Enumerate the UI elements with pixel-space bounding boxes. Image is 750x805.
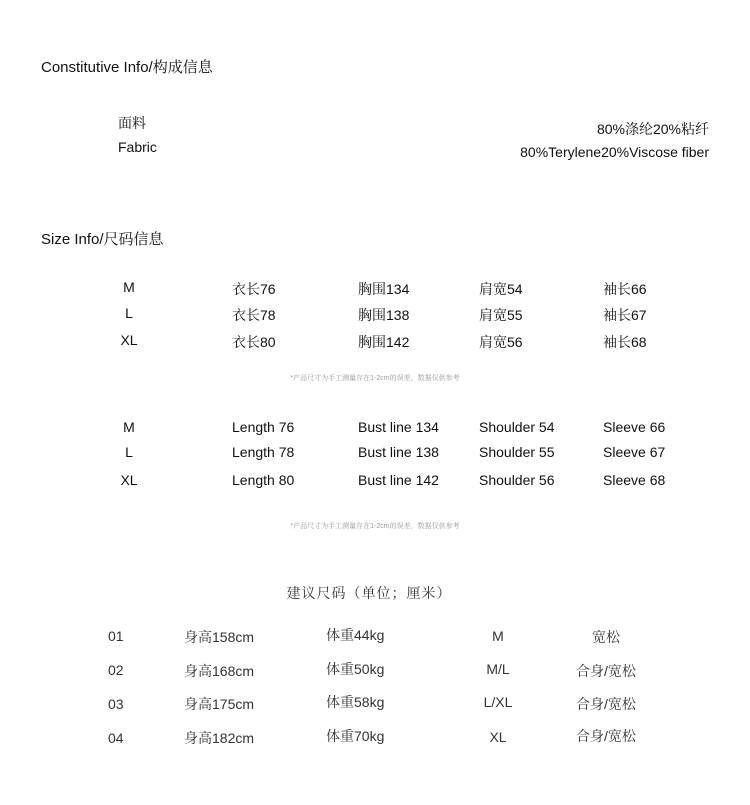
size-cell: M: [123, 419, 135, 435]
shoulder-cell: 肩宽54: [479, 281, 523, 297]
weight-cell: 体重44kg: [326, 627, 385, 643]
fabric-label-en: Fabric: [118, 139, 157, 155]
size-cell: M/L: [486, 661, 510, 677]
sleeve-cell: Sleeve 67: [603, 444, 666, 460]
shoulder-cell: 肩宽55: [479, 307, 523, 323]
height-cell: 身高158cm: [184, 629, 255, 645]
shoulder-cell: Shoulder 56: [479, 472, 555, 488]
bust-cell: Bust line 134: [358, 419, 439, 435]
bust-cell: 胸围138: [358, 307, 410, 323]
fit-cell: 合身/宽松: [576, 696, 636, 712]
bust-cell: Bust line 138: [358, 444, 439, 460]
size-cell: L: [125, 444, 133, 460]
fabric-label-cn: 面料: [118, 115, 146, 131]
bust-cell: 胸围134: [358, 281, 410, 297]
height-cell: 身高175cm: [184, 696, 255, 712]
row-number: 02: [108, 662, 124, 678]
size-cell: XL: [489, 729, 507, 745]
weight-cell: 体重50kg: [326, 661, 385, 677]
size-cell: L: [125, 305, 133, 321]
fabric-value-en: 80%Terylene20%Viscose fiber: [520, 144, 709, 160]
measurement-note: *产品尺寸为手工测量存在1-2cm的误差，数据仅供参考: [290, 523, 460, 530]
shoulder-cell: 肩宽56: [479, 334, 523, 350]
length-cell: 衣长78: [232, 307, 276, 323]
fit-cell: 宽松: [592, 629, 620, 645]
bust-cell: 胸围142: [358, 334, 410, 350]
fit-cell: 合身/宽松: [576, 663, 636, 679]
constitutive-title: Constitutive Info/构成信息: [41, 59, 213, 76]
bust-cell: Bust line 142: [358, 472, 439, 488]
size-cell: M: [492, 628, 504, 644]
sleeve-cell: 袖长66: [603, 281, 647, 297]
recommend-title: 建议尺码（单位；厘米）: [286, 585, 452, 601]
fit-cell: 合身/宽松: [576, 728, 636, 744]
weight-cell: 体重58kg: [326, 694, 385, 710]
sleeve-cell: 袖长67: [603, 307, 647, 323]
size-info-title: Size Info/尺码信息: [41, 231, 164, 248]
fabric-value-cn: 80%涤纶20%粘纤: [596, 121, 709, 137]
sleeve-cell: Sleeve 66: [603, 419, 666, 435]
length-cell: 衣长80: [232, 334, 276, 350]
measurement-note: *产品尺寸为手工测量存在1-2cm的误差，数据仅供参考: [290, 375, 460, 382]
height-cell: 身高168cm: [184, 663, 255, 679]
weight-cell: 体重70kg: [326, 728, 385, 744]
length-cell: 衣长76: [232, 281, 276, 297]
size-cell: M: [123, 279, 135, 295]
row-number: 04: [108, 730, 124, 746]
size-cell: XL: [120, 332, 138, 348]
length-cell: Length 78: [232, 444, 295, 460]
length-cell: Length 80: [232, 472, 295, 488]
row-number: 01: [108, 628, 124, 644]
length-cell: Length 76: [232, 419, 295, 435]
row-number: 03: [108, 696, 124, 712]
shoulder-cell: Shoulder 55: [479, 444, 555, 460]
size-cell: XL: [120, 472, 138, 488]
sleeve-cell: Sleeve 68: [603, 472, 666, 488]
sleeve-cell: 袖长68: [603, 334, 647, 350]
height-cell: 身高182cm: [184, 730, 255, 746]
size-cell: L/XL: [483, 694, 513, 710]
shoulder-cell: Shoulder 54: [479, 419, 555, 435]
